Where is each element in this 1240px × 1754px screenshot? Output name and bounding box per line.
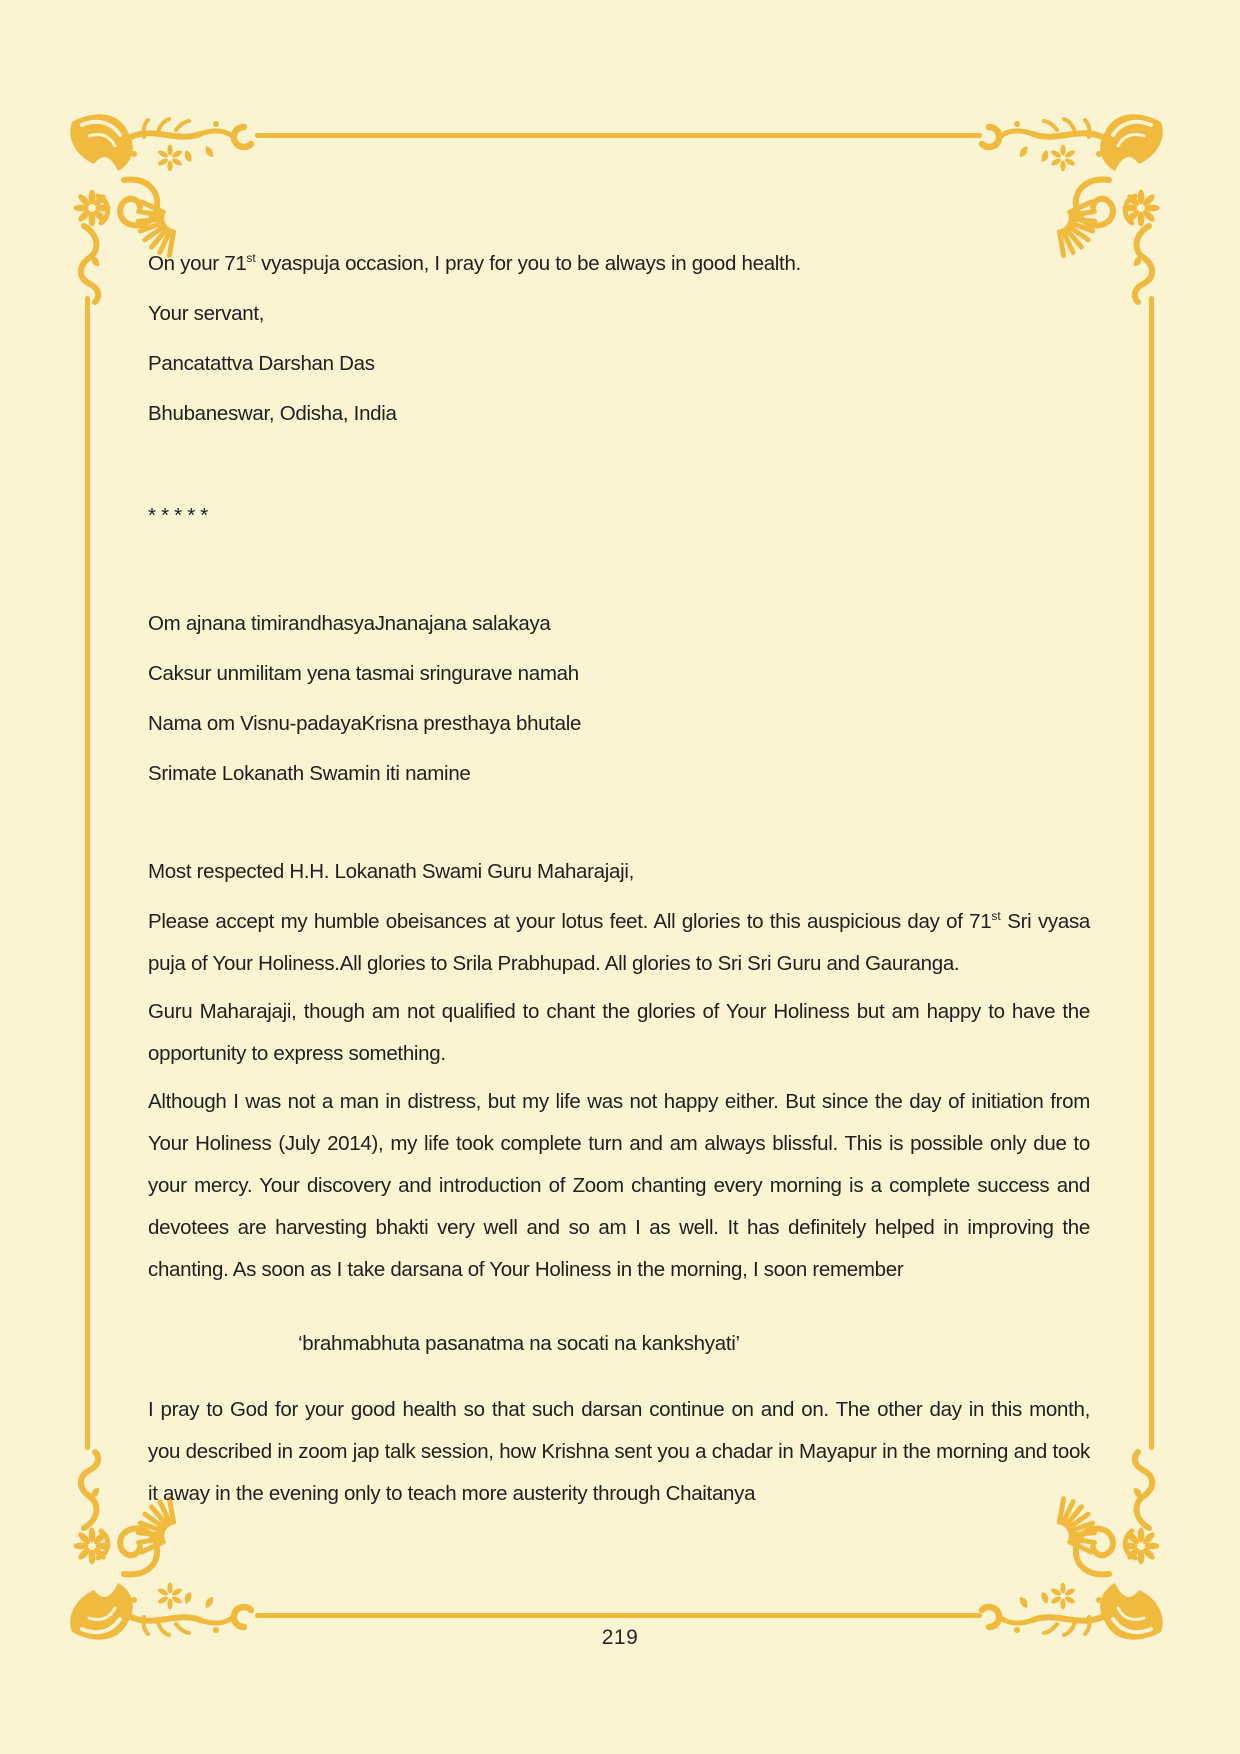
invocation-line: Caksur unmilitam yena tasmai sringurave namah bbox=[148, 662, 579, 685]
invocation-line: Om ajnana timirandhasyaJnanajana salakaya bbox=[148, 612, 551, 635]
letter-body bbox=[148, 0, 1090, 1521]
section-separator: * * * * * bbox=[148, 504, 208, 527]
offering-line-post: vyaspuja occasion, I pray for you to be always in good health. bbox=[255, 252, 801, 275]
signature-line: Your servant, bbox=[148, 302, 265, 325]
signature-place: Bhubaneswar, Odisha, India bbox=[148, 402, 397, 425]
invocation-line: Srimate Lokanath Swamin iti namine bbox=[148, 762, 471, 785]
paragraph-gratitude: Guru Maharajaji, though am not qualified to chant the glories of Your Holiness but am happy to have the opportunity to express something. bbox=[148, 1000, 1090, 1065]
offering-line-pre: On your 71 bbox=[148, 252, 247, 275]
paragraph-initiation: Although I was not a man in distress, but my life was not happy either. But since the day of initiation from Your Holiness (July 2014), my life took complete turn and am always blissful. This is possible only due to your mercy. Your discovery and introduction of Zoom chanting every morning is a complete success and devotees are harvesting bhakti very well and so am I as well. It has definitely helped in improving the chanting. As soon as I take darsana of Your Holiness in the morning, I soon remember bbox=[148, 1090, 1090, 1281]
paragraph-pre: Please accept my humble obeisances at your lotus feet. All glories to this auspicious day of 71 bbox=[148, 910, 992, 933]
offering-line bbox=[148, 243, 1090, 285]
spacer bbox=[148, 1297, 1090, 1323]
spacer bbox=[148, 545, 1090, 603]
signature-name: Pancatattva Darshan Das bbox=[148, 352, 375, 375]
ordinal-superscript: st bbox=[991, 909, 1001, 924]
salutation: Most respected H.H. Lokanath Swami Guru Maharajaji, bbox=[148, 860, 635, 883]
border-line-left bbox=[85, 296, 90, 1450]
spacer bbox=[148, 803, 1090, 851]
ordinal-superscript: st bbox=[246, 251, 256, 266]
sanskrit-quote: ‘brahmabhuta pasanatma na socati na kankshyati’ bbox=[298, 1332, 740, 1355]
paragraph-obeisances bbox=[148, 901, 1090, 985]
spacer bbox=[148, 1365, 1090, 1389]
spacer bbox=[148, 443, 1090, 495]
border-line-right bbox=[1149, 296, 1154, 1450]
paragraph-prayer: I pray to God for your good health so that such darsan continue on and on. The other day in this month, you described in zoom jap talk session, how Krishna sent you a chadar in Mayapur in the morning and took it away in the evening only to teach more austerity through Chaitanya bbox=[148, 1398, 1090, 1505]
border-line-bottom bbox=[255, 1613, 982, 1618]
invocation-line: Nama om Visnu-padayaKrisna presthaya bhutale bbox=[148, 712, 582, 735]
page-number: 219 bbox=[601, 1626, 639, 1649]
paragraph-post: Sri vyasa puja of Your Holiness.All glories to Srila Prabhupad. All glories to Sri Sri Guru and Gauranga. bbox=[148, 910, 1090, 975]
